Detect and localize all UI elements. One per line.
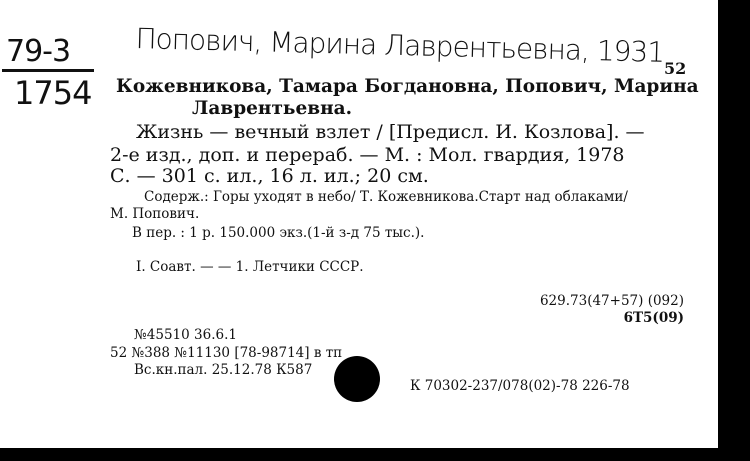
subjects-line: I. Соавт. — — 1. Летчики СССР.	[136, 259, 364, 275]
title-line-1: Жизнь — вечный взлет / [Предисл. И. Козлова]. —	[136, 121, 645, 143]
author-note: Попович, Марина Лаврентьевна, 1931	[135, 22, 665, 69]
contents-line-1: Содерж.: Горы уходят в небо/ Т. Кожевникова.Старт над облаками/	[144, 189, 628, 205]
classification-line-2: 6Т5(09)	[623, 310, 684, 326]
classification-line-1: 629.73(47+57) (092)	[539, 293, 684, 309]
card-punch-hole	[334, 356, 380, 402]
price-line: В пер. : 1 р. 150.000 экз.(1-й з-д 75 тыс.).	[132, 225, 425, 241]
order-line: №45510 36.6.1	[134, 327, 237, 343]
index-line: К 70302-237/078(02)-78 226-78	[410, 378, 630, 394]
registration-line: 52 №388 №11130 [78-98714] в тп	[110, 345, 343, 361]
card-number: 52	[664, 59, 687, 78]
title-line-2: 2-е изд., доп. и перераб. — М. : Мол. гвардия, 1978	[110, 144, 625, 166]
shelf-mark-top: 79-3	[6, 34, 71, 69]
shelf-mark-bottom: 1754	[14, 74, 92, 112]
title-line-3: С. — 301 с. ил., 16 л. ил.; 20 см.	[110, 165, 429, 187]
heading-line-2: Лаврентьевна.	[192, 98, 353, 119]
shelf-mark-divider	[2, 69, 94, 72]
chamber-line: Вс.кн.пал. 25.12.78 К587	[134, 362, 313, 378]
heading-line-1: Кожевникова, Тамара Богдановна, Попович, Марина	[116, 76, 699, 97]
contents-line-2: М. Попович.	[110, 206, 200, 222]
